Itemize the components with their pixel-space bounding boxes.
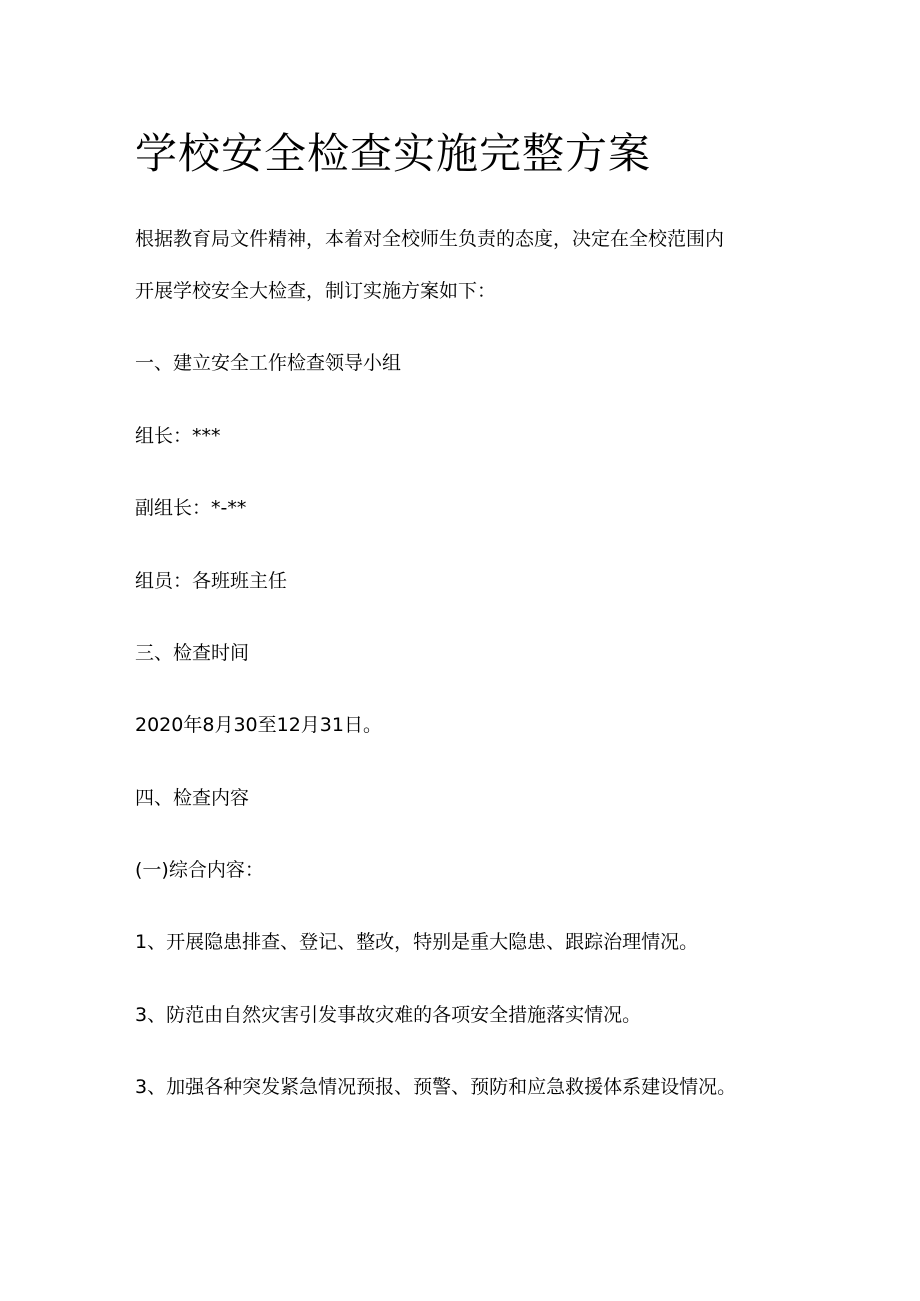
leader-line: 组长：*** xyxy=(135,425,221,447)
inspection-time-line: 2020年8月30至12月31日。 xyxy=(135,714,382,736)
list-item: 3、防范由自然灾害引发事故灾难的各项安全措施落实情况。 xyxy=(135,1004,642,1026)
section-heading-leadership: 一、建立安全工作检查领导小组 xyxy=(135,352,402,374)
members-line: 组员：各班班主任 xyxy=(135,570,288,592)
subsection-heading-general: (一)综合内容： xyxy=(135,859,264,881)
deputy-leader-line: 副组长：*-** xyxy=(135,497,247,519)
intro-line-1: 根据教育局文件精神，本着对全校师生负责的态度，决定在全校范围内 xyxy=(135,228,725,250)
list-item: 1、开展隐患排查、登记、整改，特别是重大隐患、跟踪治理情况。 xyxy=(135,931,699,953)
intro-line-2: 开展学校安全大检查，制订实施方案如下： xyxy=(135,280,497,302)
list-item: 3、加强各种突发紧急情况预报、预警、预防和应急救援体系建设情况。 xyxy=(135,1076,737,1098)
section-heading-time: 三、检查时间 xyxy=(135,642,250,664)
document-title: 学校安全检查实施完整方案 xyxy=(135,129,652,178)
section-heading-content: 四、检查内容 xyxy=(135,787,250,809)
